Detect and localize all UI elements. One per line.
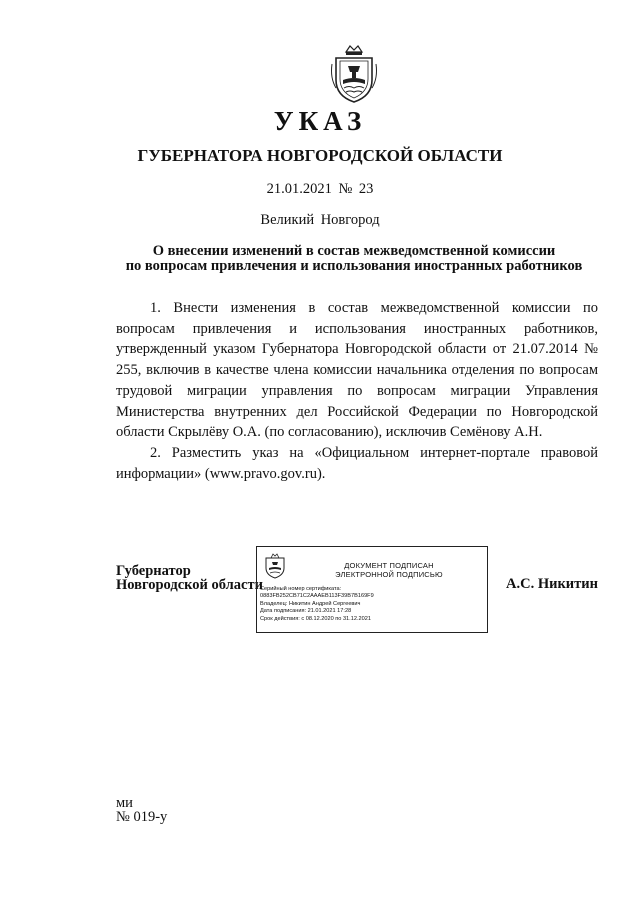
subject-line-2: по вопросам привлечения и использования иностранных работников: [125, 258, 583, 274]
stamp-signed-date: Дата подписания: 21.01.2021 17:28: [260, 608, 352, 615]
paragraph-2: 2. Разместить указ на «Официальном интернет-портале правовой информации» (www.pravo.gov.ru).: [116, 444, 598, 482]
signer-position-line-2: Новгородской области: [116, 577, 263, 593]
date-number-line: [0, 181, 640, 198]
stamp-details: [260, 586, 484, 623]
document-footer: [116, 796, 167, 824]
document-subtitle: ГУБЕРНАТОРА НОВГОРОДСКОЙ ОБЛАСТИ: [137, 146, 503, 165]
number-sign: №: [338, 181, 353, 197]
electronic-signature-stamp: [256, 546, 488, 633]
executor-initials: ми: [116, 795, 133, 811]
decree-date: 21.01.2021: [266, 181, 332, 197]
stamp-serial-label: Серийный номер сертификата:: [260, 586, 342, 592]
decree-number: 23: [358, 181, 374, 197]
paragraph-1: 1. Внести изменения в состав межведомственной комиссии по вопросам привлечения и использования иностранных работников, утвержденный указом Губернатора Новгородской области от 21.07.2014 № 255, включив в качестве члена комиссии начальника отделения по вопросам трудовой миграции управления по вопросам миграции Управления Министерства внутренних дел Российской Федерации по Новгородской области Скрылёву О.А. (по согласованию), исключив Семёнову А.Н.: [116, 300, 598, 441]
stamp-heading: [294, 561, 484, 579]
stamp-heading-line-2: ЭЛЕКТРОННОЙ ПОДПИСЬЮ: [335, 570, 443, 579]
document-title: УКАЗ: [273, 106, 367, 136]
decree-body: [116, 298, 598, 484]
stamp-validity: Срок действия: с 08.12.2020 по 31.12.2021: [260, 615, 371, 622]
registration-code: № 019-у: [116, 809, 168, 825]
place-of-issue: Великий Новгород: [260, 212, 380, 228]
signer-position-line-1: Губернатор: [116, 563, 191, 579]
signer-position: [116, 564, 263, 592]
coat-of-arms-icon: [328, 44, 380, 104]
subject-line-1: О внесении изменений в состав межведомственной комиссии: [152, 243, 556, 259]
signer-name: А.С. Никитин: [506, 576, 598, 592]
stamp-serial-value: 0883FB252CB71C2AAAEB113F39B7B169F9: [260, 593, 374, 600]
stamp-emblem-icon: [263, 553, 287, 579]
stamp-owner: Владелец: Никитин Андрей Сергеевич: [260, 600, 361, 607]
decree-subject: [100, 244, 608, 274]
stamp-heading-line-1: ДОКУМЕНТ ПОДПИСАН: [344, 561, 434, 570]
